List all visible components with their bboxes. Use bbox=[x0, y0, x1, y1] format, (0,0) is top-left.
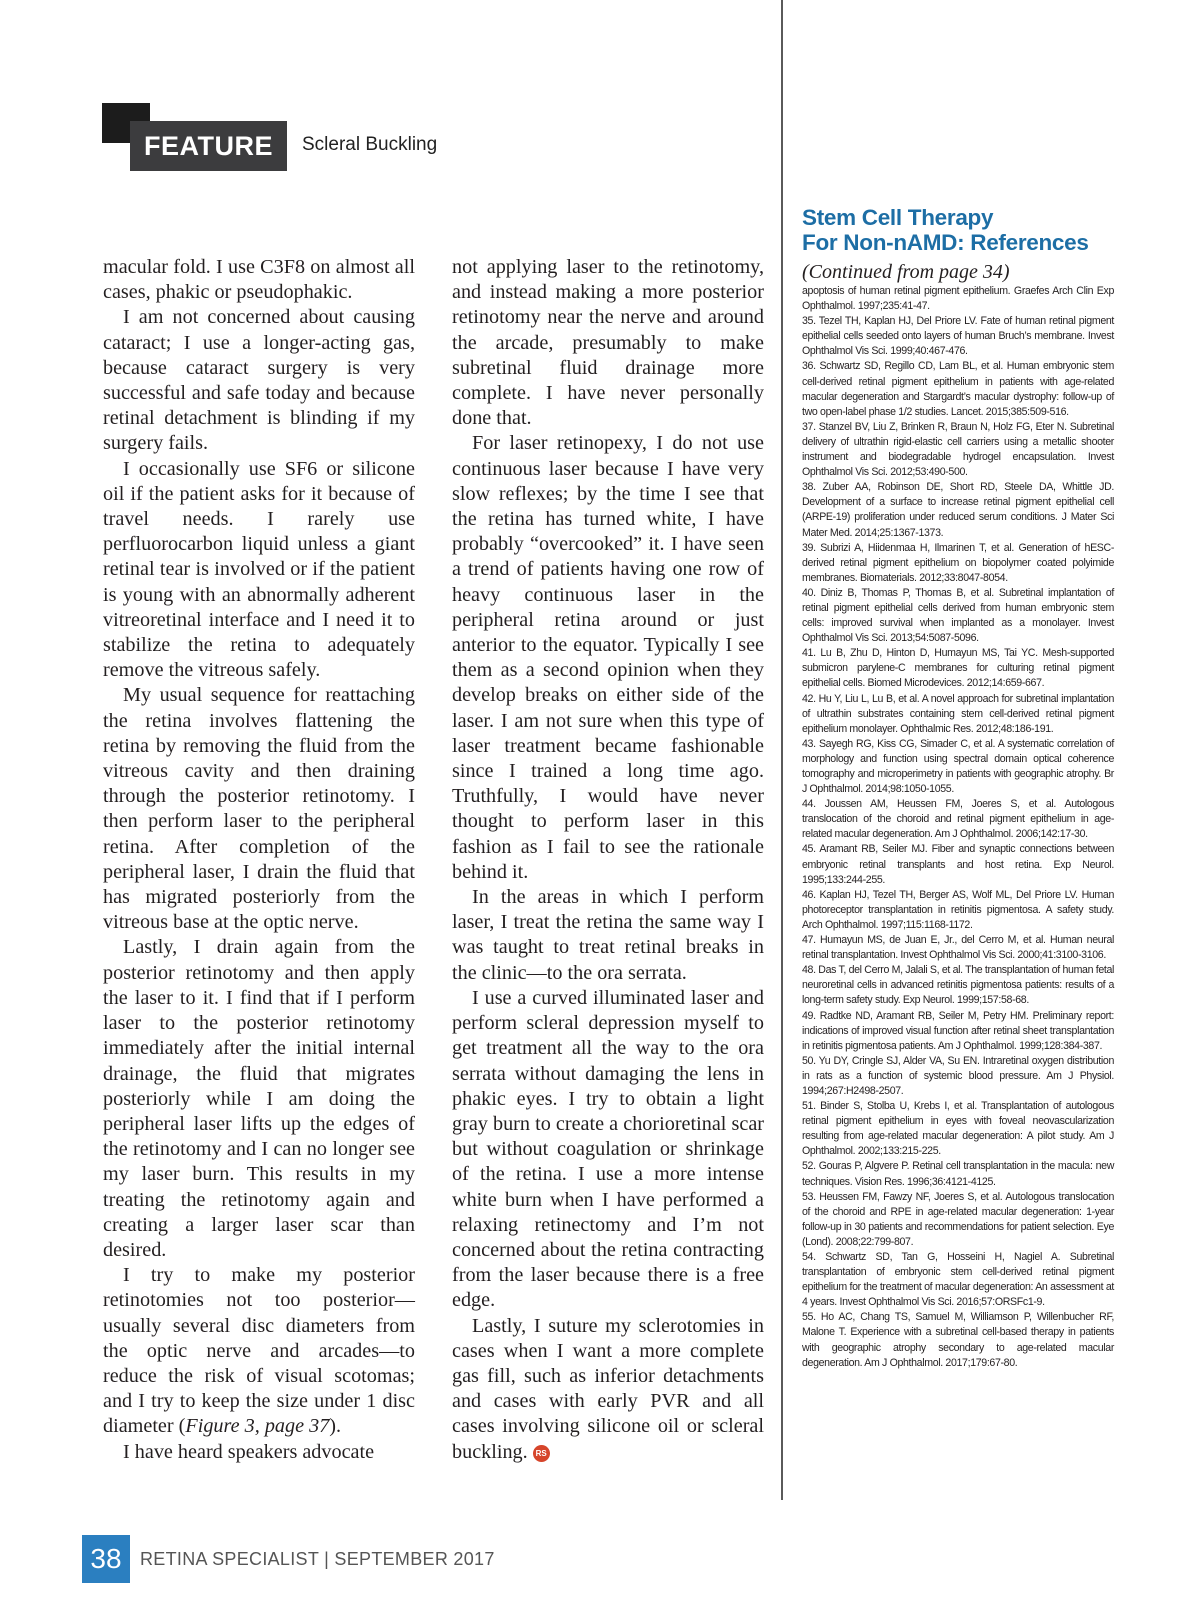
continued-note: (Continued from page 34) bbox=[802, 261, 1010, 283]
reference-item: 55. Ho AC, Chang TS, Samuel M, Williamson P, Willenbucher RF, Malone T. Experience with a subretinal cell-based therapy in patients with geographic atrophy secondary to age-related macular degeneration. Am J Ophthalmol. 2017;179:67-80. bbox=[802, 1311, 1114, 1369]
reference-item: 47. Humayun MS, de Juan E, Jr., del Cerro M, et al. Human neural retinal transplantation. Invest Ophthalmol Vis Sci. 2000;41:3100-3106. bbox=[802, 934, 1114, 962]
column-divider bbox=[781, 0, 783, 1500]
reference-item: 49. Radtke ND, Aramant RB, Seiler M, Petry HM. Preliminary report: indications of improved visual function after retinal sheet transplantation in retinitis pigmentosa patients. Am J Ophthalmol. 1999;128:384-387. bbox=[802, 1009, 1114, 1052]
article-paragraph bbox=[452, 1314, 764, 1465]
article-paragraph: My usual sequence for reattaching the retina involves flattening the retina by removing the fluid from the vitreous cavity and then draining through the posterior retinotomy. I then perform laser to the peripheral retina. After completion of the peripheral laser, I drain the fluid that has migrated posteriorly from the vitreous base at the optic nerve. bbox=[103, 684, 415, 934]
section-label: Scleral Buckling bbox=[302, 134, 438, 155]
paragraph-text: ). bbox=[329, 1415, 342, 1438]
reference-item: 50. Yu DY, Cringle SJ, Alder VA, Su EN. Intraretinal oxygen distribution in rats as a function of systemic blood pressure. Am J Physiol. 1994;267:H2498-2507. bbox=[802, 1054, 1114, 1097]
reference-item: 54. Schwartz SD, Tan G, Hosseini H, Nagiel A. Subretinal transplantation of embryonic stem cell-derived retinal pigment epithelium for the treatment of macular degeneration: An assessment at 4 years. Invest Ophthalmol Vis Sci. 2016;57:ORSFc1-9. bbox=[802, 1251, 1114, 1309]
reference-item: 53. Heussen FM, Fawzy NF, Joeres S, et al. Autologous translocation of the choroid and RPE in age-related macular degeneration: 1-year follow-up in 30 patients and recommendations for patient selection. Eye (Lond). 2008;22:799-807. bbox=[802, 1190, 1114, 1248]
reference-item: apoptosis of human retinal pigment epithelium. Graefes Arch Clin Exp Ophthalmol. 1997;235:41-47. bbox=[802, 285, 1114, 313]
reference-item: 43. Sayegh RG, Kiss CG, Simader C, et al. A systematic correlation of morphology and function using spectral domain optical coherence tomography and microperimetry in patients with geographic atrophy. Br J Ophthalmol. 2014;98:1050-1055. bbox=[802, 737, 1114, 796]
reference-item: 48. Das T, del Cerro M, Jalali S, et al. The transplantation of human fetal neuroretinal cells in advanced retinitis pigmentosa patients: results of a long-term safety study. Exp Neurol. 1999;157:58-68. bbox=[802, 964, 1114, 1007]
reference-list bbox=[802, 284, 1114, 1371]
reference-item: 38. Zuber AA, Robinson DE, Short RD, Steele DA, Whittle JD. Development of a surface to increase retinal pigment epithelial cell (ARPE-19) proliferation under reduced serum conditions. J Mater Sci Mater Med. 2014;25:1367-1373. bbox=[802, 481, 1114, 539]
article-paragraph: I am not concerned about causing cataract; I use a longer-acting gas, because cataract surgery is very successful and safe today and because retinal detachment is blinding if my surgery fails. bbox=[103, 306, 415, 455]
reference-item: 36. Schwartz SD, Regillo CD, Lam BL, et al. Human embryonic stem cell-derived retinal pigment epithelium in patients with age-related macular degeneration and Stargardt’s macular dystrophy: follow-up of two open-label phase 1/2 studies. Lancet. 2015;385:509-516. bbox=[802, 360, 1114, 418]
article-paragraph: I occasionally use SF6 or silicone oil if the patient asks for it because of travel needs. I rarely use perfluorocarbon liquid unless a giant retinal tear is involved or if the patient is young with an abnormally adherent vitreoretinal interface and I need it to stabilize the retina to adequately remove the vitreous safely. bbox=[103, 457, 415, 682]
article-column-2 bbox=[452, 255, 764, 1465]
sidebar-title bbox=[802, 205, 1114, 255]
references-sidebar bbox=[802, 205, 1114, 1371]
reference-item: 44. Joussen AM, Heussen FM, Joeres S, et al. Autologous translocation of the choroid and retinal pigment epithelium in age-related macular degeneration. Am J Ophthalmol. 2006;142:17-30. bbox=[802, 798, 1114, 841]
reference-item: 39. Subrizi A, Hiidenmaa H, Ilmarinen T, et al. Generation of hESC-derived retinal pigment epithelium on biopolymer coated polyimide membranes. Biomaterials. 2012;33:8047-8054. bbox=[802, 541, 1114, 584]
reference-item: 45. Aramant RB, Seiler MJ. Fiber and synaptic connections between embryonic retinal transplants and host retina. Exp Neurol. 1995;133:244-255. bbox=[802, 843, 1114, 886]
article-paragraph: Lastly, I drain again from the posterior retinotomy and then apply the laser to it. I find that if I perform laser to the posterior retinotomy immediately after the initial internal drainage, the fluid that migrates posteriorly while I am doing the peripheral laser lifts up the edges of the retinotomy and I can no longer see my laser burn. This results in my treating the retinotomy again and creating a larger laser scar than desired. bbox=[103, 936, 415, 1261]
article-paragraph: For laser retinopexy, I do not use continuous laser because I have very slow reflexes; by the time I see that the retina has turned white, I have probably “overcooked” it. I have seen a trend of patients having one row of heavy continuous laser in the peripheral retina around or just anterior to the equator. Typically I see them as a second opinion when they develop breaks on either side of the laser. I am not sure when this type of laser treatment became fashionable since I trained a long time ago. Truthfully, I would have never thought to perform laser in this fashion as I fail to see the rationale behind it. bbox=[452, 432, 764, 883]
reference-item: 46. Kaplan HJ, Tezel TH, Berger AS, Wolf ML, Del Priore LV. Human photoreceptor transplantation in retinitis pigmentosa. A safety study. Arch Ophthalmol. 1997;115:1168-1172. bbox=[802, 888, 1114, 931]
page-number: 38 bbox=[82, 1535, 130, 1583]
end-mark-icon: RS bbox=[533, 1445, 550, 1462]
publication-footer: RETINA SPECIALIST | SEPTEMBER 2017 bbox=[140, 1549, 495, 1569]
article-paragraph bbox=[103, 1263, 415, 1439]
reference-item: 42. Hu Y, Liu L, Lu B, et al. A novel approach for subretinal implantation of ultrathin substrates containing stem cell-derived retinal pigment epithelium monolayer. Ophthalmic Res. 2012;48:186-191. bbox=[802, 692, 1114, 735]
reference-item: 40. Diniz B, Thomas P, Thomas B, et al. Subretinal implantation of retinal pigment epithelial cells derived from human embryonic stem cells: improved survival when implanted as a monolayer. Invest Ophthalmol Vis Sci. 2013;54:5087-5096. bbox=[802, 586, 1114, 645]
article-column-1 bbox=[103, 255, 415, 1465]
article-paragraph: macular fold. I use C3F8 on almost all cases, phakic or pseudophakic. bbox=[103, 256, 415, 304]
feature-tab: FEATURE bbox=[130, 121, 287, 171]
reference-item: 52. Gouras P, Algvere P. Retinal cell transplantation in the macula: new techniques. Vision Res. 1996;36:4121-4125. bbox=[802, 1160, 1114, 1188]
paragraph-text: Lastly, I suture my sclerotomies in cases when I want a more complete gas fill, such as inferior detachments and cases with early PVR and all cases involving silicone oil or scleral buckling. bbox=[452, 1314, 764, 1463]
reference-item: 51. Binder S, Stolba U, Krebs I, et al. Transplantation of autologous retinal pigment epithelium in eyes with foveal neovascularization resulting from age-related macular degeneration: A pilot study. Am J Ophthalmol. 2002;133:215-225. bbox=[802, 1100, 1114, 1158]
sidebar-title-line: For Non-nAMD: References bbox=[802, 230, 1089, 255]
reference-item: 37. Stanzel BV, Liu Z, Brinken R, Braun N, Holz FG, Eter N. Subretinal delivery of ultrathin rigid-elastic cell carriers using a metallic shooter instrument and biodegradable hydrogel encapsulation. Invest Ophthalmol Vis Sci. 2012;53:490-500. bbox=[802, 420, 1114, 479]
reference-item: 41. Lu B, Zhu D, Hinton D, Humayun MS, Tai YC. Mesh-supported submicron parylene-C membranes for culturing retinal pigment epithelial cells. Biomed Microdevices. 2012;14:659-667. bbox=[802, 647, 1114, 690]
article-paragraph: In the areas in which I perform laser, I treat the retina the same way I was taught to treat retinal breaks in the clinic—to the ora serrata. bbox=[452, 886, 764, 984]
article-paragraph: I use a curved illuminated laser and perform scleral depression myself to get treatment all the way to the ora serrata without damaging the lens in phakic eyes. I try to obtain a light gray burn to create a chorioretinal scar but without coagulation or shrinkage of the retina. I use a more intense white burn when I have performed a relaxing retinectomy and I’m not concerned about the retina contracting from the laser because there is a free edge. bbox=[452, 986, 764, 1312]
figure-reference: Figure 3, page 37 bbox=[185, 1415, 330, 1438]
reference-item: 35. Tezel TH, Kaplan HJ, Del Priore LV. Fate of human retinal pigment epithelial cells seeded onto layers of human Bruch’s membrane. Invest Ophthalmol Vis Sci. 1999;40:467-476. bbox=[802, 315, 1114, 358]
article-paragraph: not applying laser to the retinotomy, and instead making a more posterior retinotomy near the nerve and around the arcade, presumably to make subretinal fluid drainage more complete. I have never personally done that. bbox=[452, 256, 764, 430]
sidebar-title-line: Stem Cell Therapy bbox=[802, 205, 994, 230]
article-paragraph: I have heard speakers advocate bbox=[123, 1440, 375, 1463]
paragraph-text: I try to make my posterior retinotomies not too posterior—usually several disc diameters from the optic nerve and arcades—to reduce the risk of visual scotomas; and I try to keep the size under 1 disc diameter ( bbox=[103, 1264, 415, 1438]
